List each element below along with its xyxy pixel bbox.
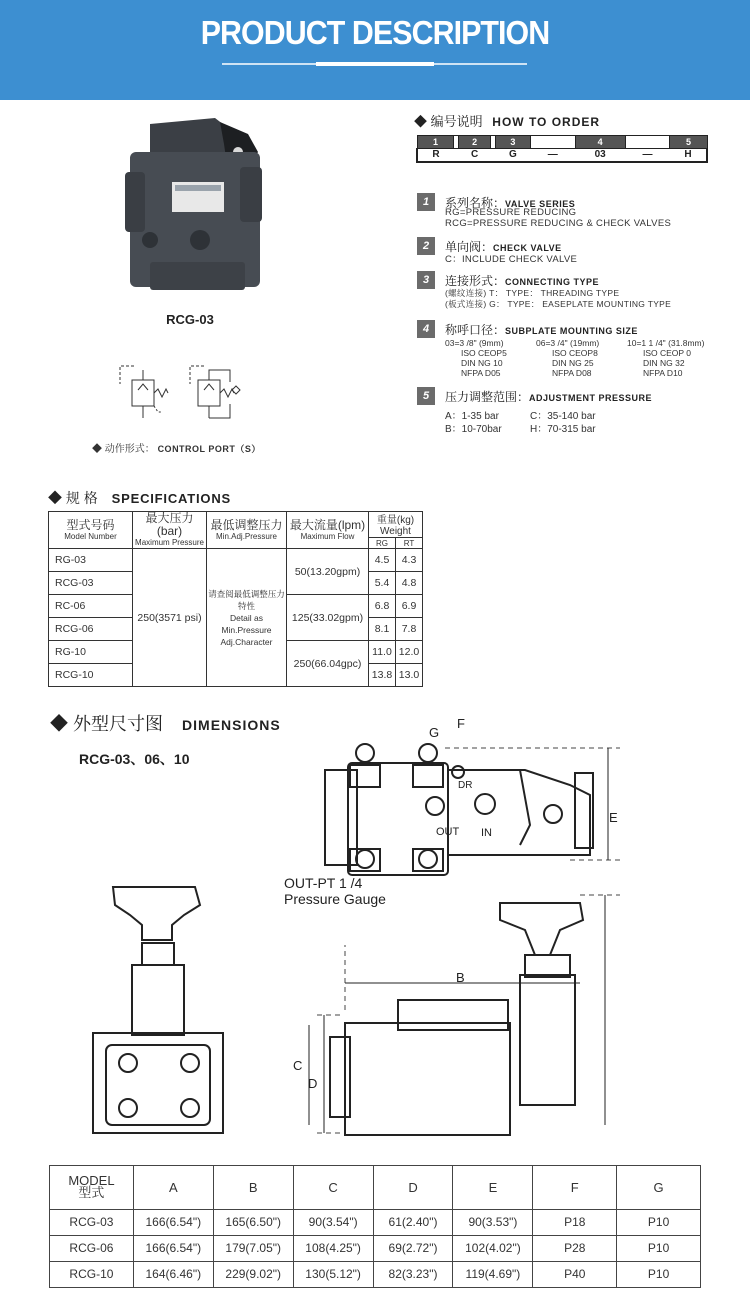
label-b: B [456, 970, 465, 985]
item-number-badge: 4 [417, 320, 435, 338]
table-row: RC-06 [49, 595, 133, 618]
header-banner [0, 0, 750, 100]
specifications-title: ◆ 规 格 SPECIFICATIONS [48, 490, 231, 506]
label-e: E [609, 810, 618, 825]
control-port-label: ◆ 动作形式： CONTROL PORT（S） [92, 444, 261, 455]
label-c: C [293, 1058, 303, 1073]
how-to-order-title: ◆ 编号说明 HOW TO ORDER [414, 114, 601, 129]
dimensions-subtitle: RCG-03、06、10 [79, 751, 190, 767]
page-title: PRODUCT DESCRIPTION [200, 14, 550, 51]
bullet-icon: ◆ [414, 114, 428, 129]
bullet-icon: ◆ [92, 444, 102, 455]
bullet-icon: ◆ [48, 490, 62, 506]
item-number-badge: 5 [417, 387, 435, 405]
label-out: OUT [436, 826, 460, 838]
table-row: RCG-03 [49, 572, 133, 595]
specifications-table: 型式号码 Model Number 最大压力(bar) Maximum Pressure 最低调整压力 Min.Adj.Pressure 最大流量(lpm) Maximum Flow 重量(kg) Weight RG RT RG-03 250(3571 psi) 请查阅最低调整压力特性 Detail as Min.Pressure Adj.Character 50(13.20gpm) 4.5 4.3 RCG-03 5.4 4.8 RC-06 125(33.02gpm) 6.8 6.9 RCG-06 8.1 7.8 RG-10 250(66.04gpc) 11.0 12.0 RCG-10 13.8 13.0 [48, 511, 423, 687]
table-row: RCG-10 [49, 664, 133, 687]
table-row: RCG-06 166(6.54") 179(7.05") 108(4.25") 69(2.72") 102(4.02") P28 P10 [50, 1235, 701, 1261]
item-number-badge: 1 [417, 193, 435, 211]
dimensions-title: ◆ 外型尺寸图 DIMENSIONS [50, 714, 281, 734]
label-d: D [308, 1076, 318, 1091]
dimension-drawing [80, 715, 640, 1140]
table-row: RCG-10 164(6.46") 229(9.02") 130(5.12") 82(3.23") 119(4.69") P40 P10 [50, 1261, 701, 1287]
table-row: RCG-03 166(6.54") 165(6.50") 90(3.54") 61(2.40") 90(3.53") P18 P10 [50, 1209, 701, 1235]
table-row: RCG-06 [49, 618, 133, 641]
pressure-gauge-note: OUT-PT 1 /4 Pressure Gauge [284, 875, 386, 907]
product-model-caption: RCG-03 [166, 312, 214, 327]
label-g: G [429, 725, 440, 740]
label-dr: DR [458, 780, 473, 791]
title-underline-accent [316, 62, 434, 66]
product-photo [120, 112, 280, 307]
order-code-table: 1 2 3 4 5 R C G — 03 — H [416, 135, 708, 163]
label-in: IN [481, 827, 492, 839]
item-number-badge: 3 [417, 271, 435, 289]
label-f: F [457, 716, 465, 731]
table-row: RG-10 [49, 641, 133, 664]
bullet-icon: ◆ [50, 714, 68, 734]
item-number-badge: 2 [417, 237, 435, 255]
dimensions-table: MODEL 型式 A B C D E F G RCG-03 166(6.54") 165(6.50") 90(3.54") 61(2.40") 90(3.53") P18 P10 RCG-06 166(6.54") 179(7.05") 108(4.25") 69(2.72") 102(4.02") P28 P10 RCG-10 164(6.46") 229(9.02") 130(5.12") 82(3.23") 119(4.69") P40 P10 [49, 1165, 701, 1288]
table-row: RG-03 [49, 549, 133, 572]
hydraulic-symbols [110, 362, 250, 424]
